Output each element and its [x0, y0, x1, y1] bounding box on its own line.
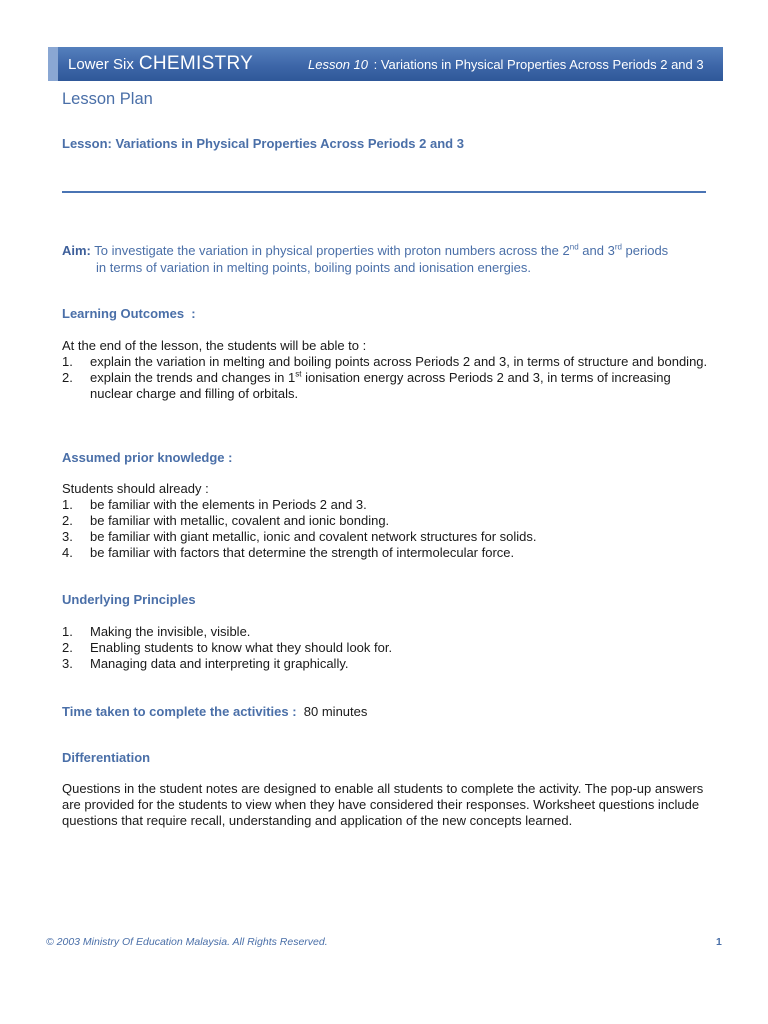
list-item-text: Making the invisible, visible. [90, 624, 251, 639]
list-item-number: 1. [62, 624, 73, 639]
footer-copyright: © 2003 Ministry Of Education Malaysia. All Rights Reserved. [46, 936, 328, 948]
aim-text-3: periods [621, 243, 669, 258]
list-item [62, 529, 712, 545]
time-value: 80 minutes [296, 704, 368, 719]
list-item [62, 545, 712, 561]
list-item [62, 370, 712, 402]
banner-accent [48, 47, 58, 81]
list-item-text: explain the variation in melting and boiling points across Periods 2 and 3, in terms of structure and bonding. [90, 354, 708, 369]
list-item-text: be familiar with the elements in Periods 2 and 3. [90, 497, 367, 512]
aim-sup-1: nd [569, 242, 579, 252]
principles-list [62, 624, 712, 672]
list-item [62, 656, 712, 672]
list-item-number: 2. [62, 370, 73, 385]
course-label [68, 47, 253, 81]
list-item-number: 1. [62, 497, 73, 512]
list-item [62, 640, 712, 656]
list-item-number: 1. [62, 354, 73, 369]
list-item-number: 4. [62, 545, 73, 560]
aim-text-line2: in terms of variation in melting points, boiling points and ionisation energies. [96, 260, 532, 275]
differentiation-heading: Differentiation [62, 750, 151, 765]
prior-knowledge-intro: Students should already : [62, 481, 209, 496]
list-item [62, 624, 712, 640]
course-subject: CHEMISTRY [138, 53, 254, 74]
course-prefix: Lower Six [68, 55, 134, 73]
prior-knowledge-list [62, 497, 712, 561]
lesson-heading: Lesson: Variations in Physical Properties Across Periods 2 and 3 [62, 136, 464, 151]
learning-outcomes-intro: At the end of the lesson, the students will be able to : [62, 338, 367, 353]
list-item-text-a: explain the trends and changes in 1 [90, 370, 296, 385]
aim-label: Aim: [62, 243, 91, 258]
list-item [62, 513, 712, 529]
page-title: Lesson Plan [62, 90, 153, 108]
list-item-number: 2. [62, 513, 73, 528]
aim-text-1: To investigate the variation in physical properties with proton numbers across the 2 [90, 243, 570, 258]
list-item [62, 354, 712, 370]
lesson-number: Lesson 10 [308, 56, 368, 72]
list-item [62, 497, 712, 513]
list-item-number: 3. [62, 529, 73, 544]
list-item-text: be familiar with factors that determine the strength of intermolecular force. [90, 545, 515, 560]
list-item-text [90, 370, 712, 402]
header-banner [48, 47, 723, 81]
list-item-text: be familiar with giant metallic, ionic and covalent network structures for solids. [90, 529, 537, 544]
aim-paragraph [62, 242, 712, 276]
list-item-text: Managing data and interpreting it graphically. [90, 656, 349, 671]
learning-outcomes-heading: Learning Outcomes : [62, 306, 196, 321]
differentiation-text: Questions in the student notes are designed to enable all students to complete the activity. The pop-up answers are provided for the students to view when they have considered their responses. Worksheet questions include questions that require recall, understanding and application of the new concepts learned. [62, 781, 704, 828]
lesson-separator: : [370, 56, 381, 72]
aim-sup-2: rd [614, 242, 622, 252]
list-item-text: Enabling students to know what they should look for. [90, 640, 393, 655]
page-number: 1 [716, 936, 722, 948]
lesson-label [308, 47, 704, 81]
list-item-number: 3. [62, 656, 73, 671]
principles-heading: Underlying Principles [62, 592, 196, 607]
lesson-title: Variations in Physical Properties Across Periods 2 and 3 [380, 56, 704, 72]
prior-knowledge-heading: Assumed prior knowledge : [62, 450, 233, 465]
list-item-text: be familiar with metallic, covalent and ionic bonding. [90, 513, 390, 528]
time-label: Time taken to complete the activities : [62, 704, 297, 719]
divider-rule [62, 191, 706, 193]
time-taken [62, 704, 367, 719]
list-item-sup: st [295, 369, 302, 379]
list-item-text-b: ionisation energy across Periods 2 and 3, in terms of increasing nuclear charge and filling of orbitals. [90, 370, 671, 401]
aim-text-2: and 3 [578, 243, 615, 258]
learning-outcomes-list [62, 354, 712, 402]
list-item-number: 2. [62, 640, 73, 655]
